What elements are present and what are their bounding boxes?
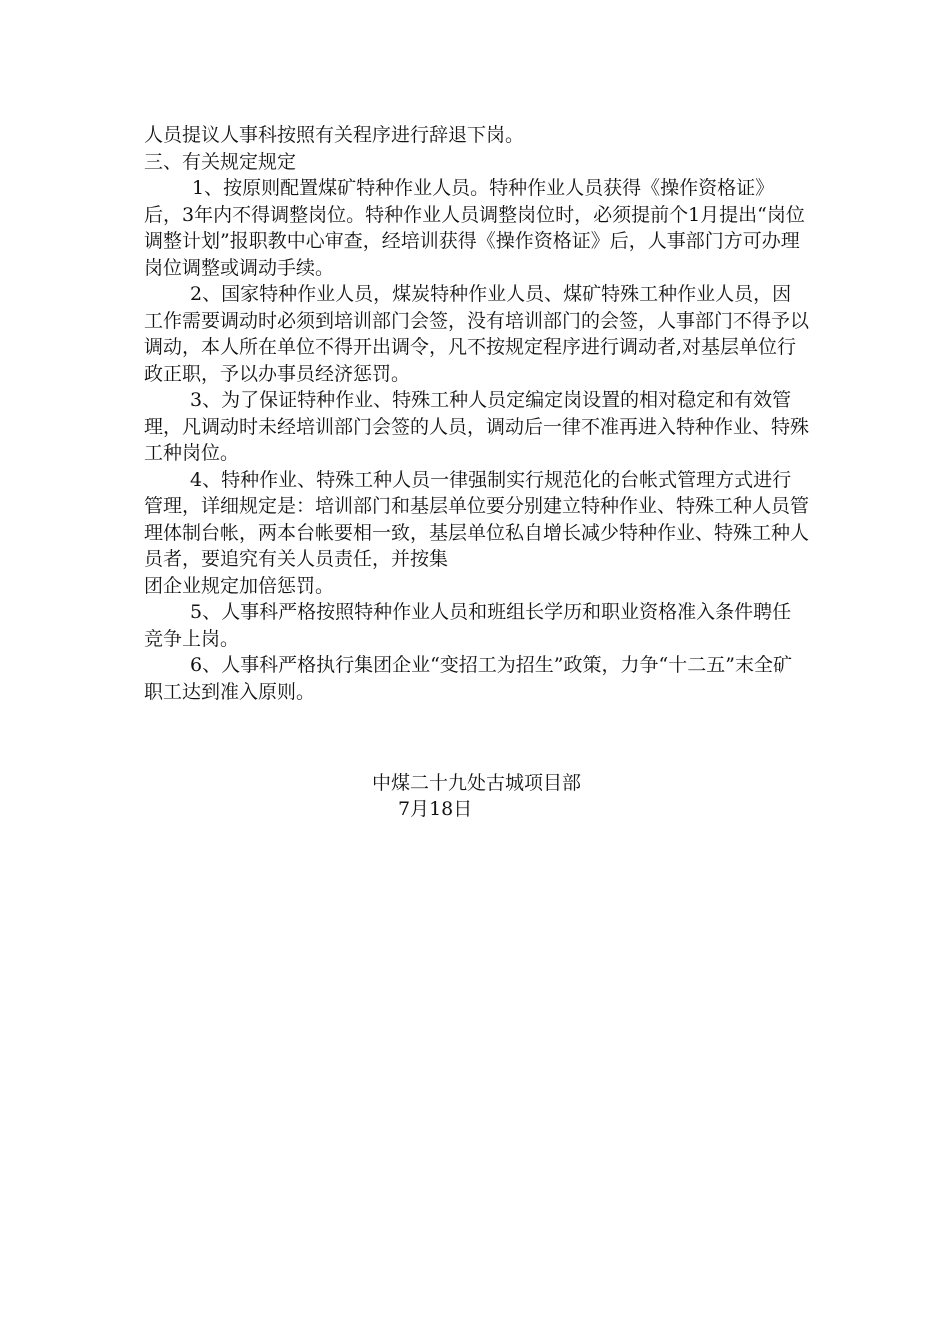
rule-item-6: 6、人事科严格执行集团企业“变招工为招生”政策，力争“十二五”末全矿职工达到准入原则。	[144, 654, 792, 703]
signature-date: 7月18日	[398, 798, 473, 820]
section-heading: 三、有关规定规定	[144, 150, 297, 173]
rule-item-1: 1、按原则配置煤矿特种作业人员。特种作业人员获得《操作资格证》后，3年内不得调整岗位。特种作业人员调整岗位时，必须提前个1月提出“岗位调整计划”报职教中心审查，经培训获得《操作资格证》后，人事部门方可办理岗位调整或调动手续。	[144, 177, 805, 279]
rule-item-2: 2、国家特种作业人员，煤炭特种作业人员、煤矿特殊工种作业人员，因工作需要调动时必须到培训部门会签，没有培训部门的会签，人事部门不得予以调动，本人所在单位不得开出调令，凡不按规定程序进行调动者,对基层单位行政正职，予以办事员经济惩罚。	[144, 283, 810, 385]
rule-item-3: 3、为了保证特种作业、特殊工种人员定编定岗设置的相对稳定和有效管理，凡调动时未经培训部门会签的人员，调动后一律不准再进入特种作业、特殊工种岗位。	[144, 389, 810, 464]
rule-item-4: 4、特种作业、特殊工种人员一律强制实行规范化的台帐式管理方式进行管理，详细规定是：培训部门和基层单位要分别建立特种作业、特殊工种人员管理体制台帐，两本台帐要相一致，基层单位私自增长减少特种作业、特殊工种人员者，要追究有关人员责任，并按集	[144, 468, 810, 570]
lead-line: 人员提议人事科按照有关程序进行辞退下岗。	[144, 124, 525, 146]
signature-organization: 中煤二十九处古城项目部	[372, 772, 582, 794]
rule-item-4-continuation: 团企业规定加倍惩罚。	[144, 574, 335, 597]
document-body	[144, 122, 810, 705]
rule-item-5: 5、人事科严格按照特种作业人员和班组长学历和职业资格准入条件聘任竞争上岗。	[144, 601, 792, 650]
